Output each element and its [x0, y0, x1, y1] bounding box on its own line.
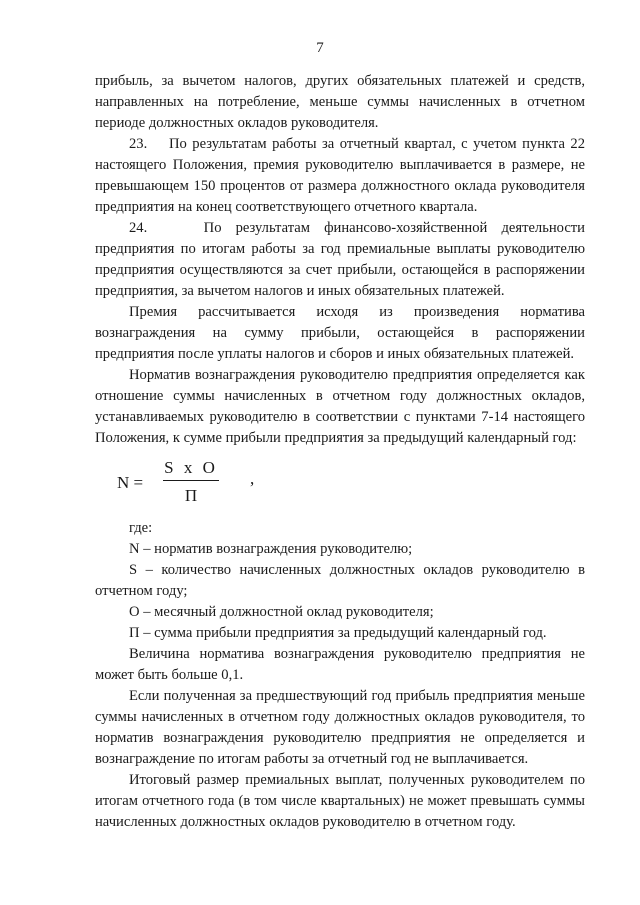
definition-s: S – количество начисленных должностных окладов руководителю в отчетном году;	[95, 562, 585, 599]
paragraph-total-limit: Итоговый размер премиальных выплат, полученных руководителем по итогам отчетного года (в том числе квартальных) не может превышать суммы начисленных должностных окладов руководителю в отчетном году.	[95, 772, 585, 830]
paragraph-continuation: прибыль, за вычетом налогов, других обязательных платежей и средств, направленных на потребление, меньше суммы начисленных в отчетном периоде должностных окладов руководителя.	[95, 73, 585, 131]
where-label: где:	[129, 520, 153, 536]
definition-p: П – сумма прибыли предприятия за предыдущий календарный год.	[129, 625, 547, 641]
definition-o: О – месячный должностной оклад руководителя;	[129, 604, 434, 620]
paragraph-norm-limit: Величина норматива вознаграждения руководителю предприятия не может быть больше 0,1.	[95, 646, 585, 683]
document-body	[95, 71, 585, 833]
paragraph-23: 23. По результатам работы за отчетный квартал, с учетом пункта 22 настоящего Положения, премия руководителю выплачивается в размере, не превышающем 150 процентов от размера должностного оклада руководителя предприятия на конец соответствующего отчетного квартала.	[95, 136, 585, 215]
formula-denominator: П	[184, 486, 198, 505]
paragraph-no-profit: Если полученная за предшествующий год прибыль предприятия меньше суммы начисленных в отчетном году должностных окладов руководителя, то норматив вознаграждения руководителю предприятия не определяется и вознаграждение по итогам работы за отчетный год не выплачивается.	[95, 688, 585, 767]
paragraph-bonus-calculation: Премия рассчитывается исходя из произведения норматива вознаграждения на сумму прибыли, остающейся в распоряжении предприятия после уплаты налогов и сборов и иных обязательных платежей.	[95, 304, 585, 362]
paragraph-norm-definition: Норматив вознаграждения руководителю предприятия определяется как отношение суммы начисленных в отчетном году должностных окладов, устанавливаемых руководителю в соответствии с пунктами 7-14 настоящего Положения, к сумме прибыли предприятия за предыдущий календарный год:	[95, 367, 585, 446]
formula-fraction	[163, 457, 219, 506]
formula-comma: ,	[250, 469, 255, 488]
formula-numerator: S x O	[163, 457, 219, 481]
formula	[95, 457, 585, 515]
definition-n: N – норматив вознаграждения руководителю;	[129, 541, 413, 557]
page-number: 7	[316, 40, 324, 56]
paragraph-24: 24. По результатам финансово-хозяйственной деятельности предприятия по итогам работы за год премиальные выплаты руководителю предприятия осуществляются за счет прибыли, остающейся в распоряжении предприятия, за вычетом налогов и иных обязательных платежей.	[95, 220, 585, 299]
formula-lhs: N =	[117, 473, 144, 492]
